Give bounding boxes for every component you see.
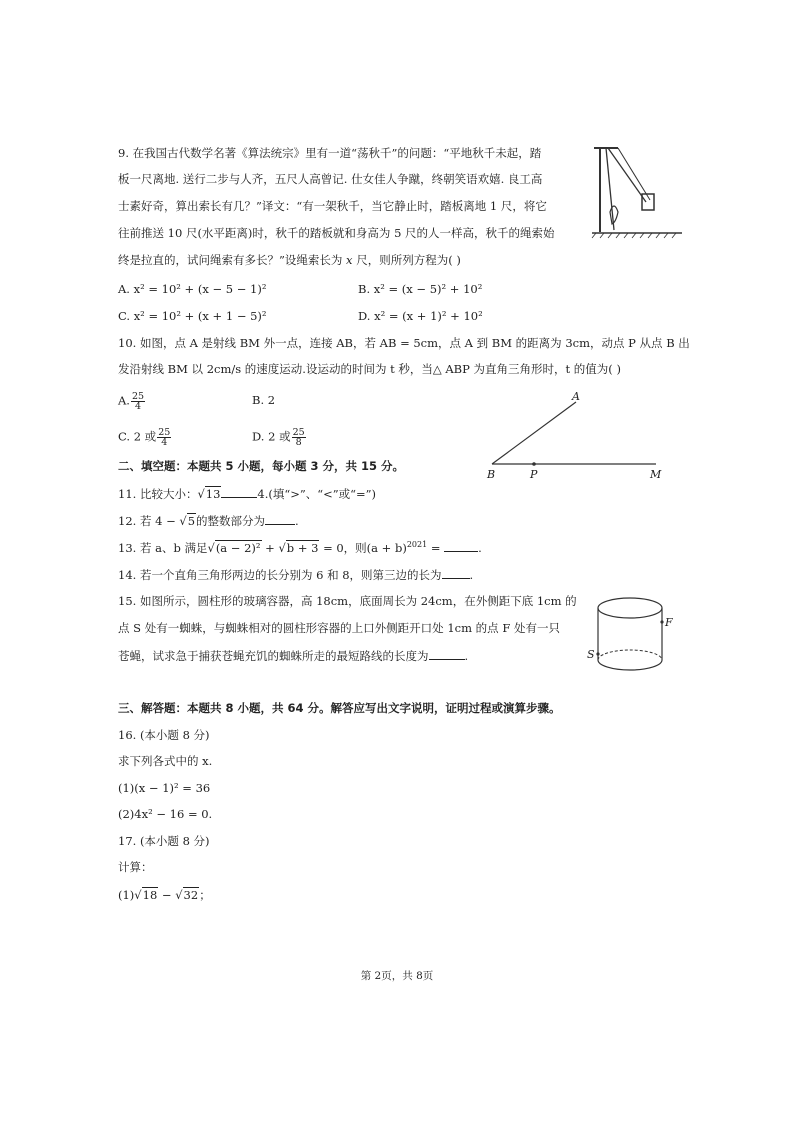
q15-line-2: 点 S 处有一蜘蛛，与蜘蛛相对的圆柱形容器的上口外侧距开口处 1cm 的点 F 处有一只	[118, 621, 560, 635]
q9-line-5: 终是拉直的，试问绳索有多长？”设绳索长为 x 尺，则所列方程为( )	[118, 253, 461, 267]
q10-option-d: D. 2 或 $\frac{25}{8}$	[252, 427, 305, 448]
q13: 13. 若 a、b 满足√(a − 2)² + √b + 3 = 0，则$(a + b)^{2021}$ = .	[118, 540, 482, 555]
q11: 11. 比较大小：√13 4.(填“>”、“<”或“=”)	[118, 487, 377, 501]
answer-blank	[265, 512, 295, 525]
q9-option-b: B. x² = (x − 5)² + 10²	[358, 282, 483, 296]
answer-blank	[221, 485, 257, 498]
q17-part-1: (1)√18 − √32；	[118, 888, 211, 902]
label-f: F	[665, 616, 673, 629]
label-b: B	[487, 468, 496, 480]
ray-figure	[484, 388, 674, 480]
label-s: S	[587, 648, 595, 661]
q10-line-2: 发沿射线 BM 以 2cm/s 的速度运动.设运动的时间为 t 秒，当△ ABP 为直角三角形时，t 的值为( )	[118, 362, 621, 376]
label-a: A	[572, 390, 580, 403]
q17-title: 17. (本小题 8 分)	[118, 834, 210, 848]
q16-part-2: (2)4x² − 16 = 0.	[118, 807, 213, 821]
q16-part-1: (1)(x − 1)² = 36	[118, 781, 211, 795]
answer-blank	[442, 566, 470, 579]
q12: 12. 若 4 − √5的整数部分为 .	[118, 514, 299, 528]
label-m: M	[650, 468, 662, 480]
q9-option-a: A. x² = 10² + (x − 5 − 1)²	[118, 282, 267, 296]
q16-title: 16. (本小题 8 分)	[118, 728, 210, 742]
section2-heading: 二、填空题：本题共 5 小题，每小题 3 分，共 15 分。	[118, 459, 405, 473]
swing-figure	[588, 140, 688, 240]
section3-heading: 三、解答题：本题共 8 小题，共 64 分。解答应写出文字说明，证明过程或演算步骤。	[118, 701, 561, 715]
q15-line-1: 15. 如图所示，圆柱形的玻璃容器，高 18cm，底面周长为 24cm，在外侧距下底 1cm 的	[118, 594, 577, 608]
q10-line-1: 10. 如图，点 A 是射线 BM 外一点，连接 AB，若 AB = 5cm，点 A 到 BM 的距离为 3cm，动点 P 从点 B 出	[118, 336, 690, 350]
cylinder-figure	[586, 592, 682, 682]
answer-blank	[429, 647, 465, 660]
q9-line-1: 9. 在我国古代数学名著《算法统宗》里有一道“荡秋千”的问题：“平地秋千未起，踏	[118, 146, 542, 160]
q9-option-d: D. x² = (x + 1)² + 10²	[358, 309, 483, 323]
q15-line-3: 苍蝇，试求急于捕获苍蝇充饥的蜘蛛所走的最短路线的长度为 .	[118, 649, 469, 663]
q16-prompt: 求下列各式中的 x.	[118, 754, 213, 768]
q10-option-b: B. 2	[252, 393, 276, 407]
page-footer: 第 2页，共 8页	[360, 970, 434, 982]
q10-option-a: A. $\frac{25}{4}$	[118, 391, 145, 412]
q17-prompt: 计算：	[118, 860, 153, 874]
q9-line-3: 士素好奇，算出索长有几？”译文：“有一架秋千，当它静止时，踏板离地 1 尺，将它	[118, 199, 547, 213]
q9-line-4: 往前推送 10 尺(水平距离)时，秋千的踏板就和身高为 5 尺的人一样高，秋千的绳索始	[118, 226, 555, 240]
label-p: P	[530, 468, 538, 480]
q14: 14. 若一个直角三角形两边的长分别为 6 和 8，则第三边的长为 .	[118, 568, 474, 582]
answer-blank	[444, 539, 478, 552]
q9-option-c: C. x² = 10² + (x + 1 − 5)²	[118, 309, 267, 323]
q10-option-c: C. 2 或 $\frac{25}{4}$	[118, 427, 171, 448]
q9-line-2: 板一尺离地. 送行二步与人齐，五尺人高曾记. 仕女佳人争蹴，终朝笑语欢嬉. 良工高	[118, 172, 543, 186]
